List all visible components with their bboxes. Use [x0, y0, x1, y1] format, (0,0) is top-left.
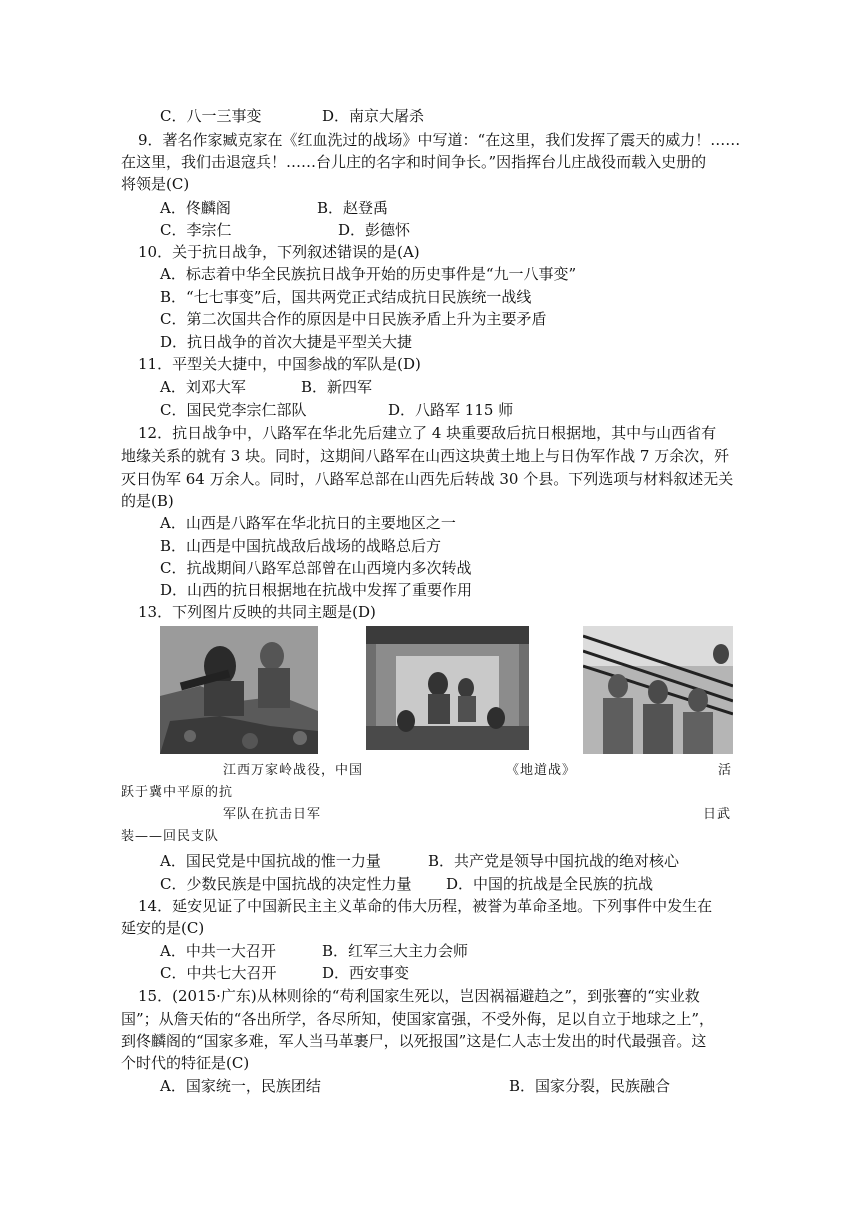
q9-option-b: B．赵登禹 — [317, 199, 389, 217]
q13-option-d: D．中国的抗战是全民族的抗战 — [446, 875, 654, 893]
caption-3-line-2: 跃于冀中平原的抗 — [121, 785, 234, 800]
q14-stem-line-2: 延安的是(C) — [121, 919, 205, 937]
tunnel-warfare-film-still — [366, 626, 529, 750]
q15-option-b: B．国家分裂，民族融合 — [509, 1077, 671, 1095]
caption-3-line-3: 日武 — [703, 807, 732, 822]
q10-option-a: A．标志着中华全民族抗日战争开始的历史事件是“九一八事变” — [160, 265, 577, 283]
q12-option-c: C．抗战期间八路军总部曾在山西境内多次转战 — [160, 559, 472, 577]
q15-stem-line-2: 国”；从詹天佑的“各出所学，各尽所知，使国家富强，不受外侮，足以自立于地球之上”， — [121, 1010, 715, 1028]
q9-option-c: C．李宗仁 — [160, 221, 232, 239]
q15-stem-line-1: 15．(2015·广东)从林则徐的“苟利国家生死以，岂因祸福避趋之”，到张謇的“实业救 — [138, 987, 700, 1005]
q14-stem-line-1: 14．延安见证了中国新民主主义革命的伟大历程，被誉为革命圣地。下列事件中发生在 — [138, 897, 713, 915]
q13-option-a: A．国民党是中国抗战的惟一力量 — [160, 852, 381, 870]
q11-stem: 11．平型关大捷中，中国参战的军队是(D) — [138, 355, 421, 373]
q13-stem: 13．下列图片反映的共同主题是(D) — [138, 603, 376, 621]
q11-option-d: D．八路军 115 师 — [388, 401, 514, 419]
q15-option-a: A．国家统一，民族团结 — [160, 1077, 321, 1095]
hui-detachment-photo — [583, 626, 733, 754]
q12-stem-line-2: 地缘关系的就有 3 块。同时，这期间八路军在山西这块黄土地上与日伪军作战 7 万余次，歼 — [121, 447, 730, 465]
q8-option-d: D．南京大屠杀 — [322, 107, 425, 125]
q15-stem-line-4: 个时代的特征是(C) — [121, 1054, 250, 1072]
q9-stem-line-2: 在这里，我们击退寇兵！……台儿庄的名字和时间争长。”因指挥台儿庄战役而载入史册的 — [121, 153, 707, 171]
q12-stem-line-4: 的是(B) — [121, 492, 174, 510]
q9-stem-line-3: 将领是(C) — [121, 175, 190, 193]
q11-option-b: B．新四军 — [301, 378, 373, 396]
q10-stem: 10．关于抗日战争，下列叙述错误的是(A) — [138, 243, 420, 261]
q14-option-c: C．中共七大召开 — [160, 964, 277, 982]
q10-option-d: D．抗日战争的首次大捷是平型关大捷 — [160, 333, 413, 351]
q14-option-b: B．红军三大主力会师 — [322, 942, 469, 960]
q9-option-a: A．佟麟阁 — [160, 199, 231, 217]
q13-option-b: B．共产党是领导中国抗战的绝对核心 — [428, 852, 680, 870]
q14-option-a: A．中共一大召开 — [160, 942, 276, 960]
q14-option-d: D．西安事变 — [322, 964, 410, 982]
q9-option-d: D．彭德怀 — [338, 221, 411, 239]
q9-stem-line-1: 9．著名作家臧克家在《红血洗过的战场》中写道：“在这里，我们发挥了震天的威力！…… — [138, 131, 741, 149]
q12-option-b: B．山西是中国抗战敌后战场的战略总后方 — [160, 537, 442, 555]
q12-option-d: D．山西的抗日根据地在抗战中发挥了重要作用 — [160, 581, 473, 599]
q11-option-c: C．国民党李宗仁部队 — [160, 401, 307, 419]
q13-option-c: C．少数民族是中国抗战的决定性力量 — [160, 875, 412, 893]
q12-stem-line-3: 灭日伪军 64 万余人。同时，八路军总部在山西先后转战 30 个县。下列选项与材料叙述无关 — [121, 470, 734, 488]
q10-option-b: B．“七七事变”后，国共两党正式结成抗日民族统一战线 — [160, 288, 532, 306]
caption-1-line-2: 军队在抗击日军 — [223, 807, 322, 822]
battle-photo-art — [160, 626, 318, 754]
q12-option-a: A．山西是八路军在华北抗日的主要地区之一 — [160, 514, 456, 532]
caption-3-line-1: 活 — [718, 763, 733, 778]
q15-stem-line-3: 到佟麟阁的“国家多难，军人当马革裹尸，以死报国”这是仁人志士发出的时代最强音。这 — [121, 1032, 707, 1050]
caption-3-line-4: 装——回民支队 — [121, 829, 220, 844]
film-still-art — [366, 626, 529, 750]
q8-option-c: C．八一三事变 — [160, 107, 262, 125]
q12-stem-line-1: 12．抗日战争中，八路军在华北先后建立了 4 块重要敌后抗日根据地，其中与山西省有 — [138, 424, 717, 442]
q11-option-a: A．刘邓大军 — [160, 378, 246, 396]
caption-2: 《地道战》 — [506, 763, 577, 778]
caption-1-line-1: 江西万家岭战役，中国 — [223, 763, 364, 778]
battle-photo — [160, 626, 318, 754]
hui-detachment-art — [583, 626, 733, 754]
q10-option-c: C．第二次国共合作的原因是中日民族矛盾上升为主要矛盾 — [160, 310, 547, 328]
